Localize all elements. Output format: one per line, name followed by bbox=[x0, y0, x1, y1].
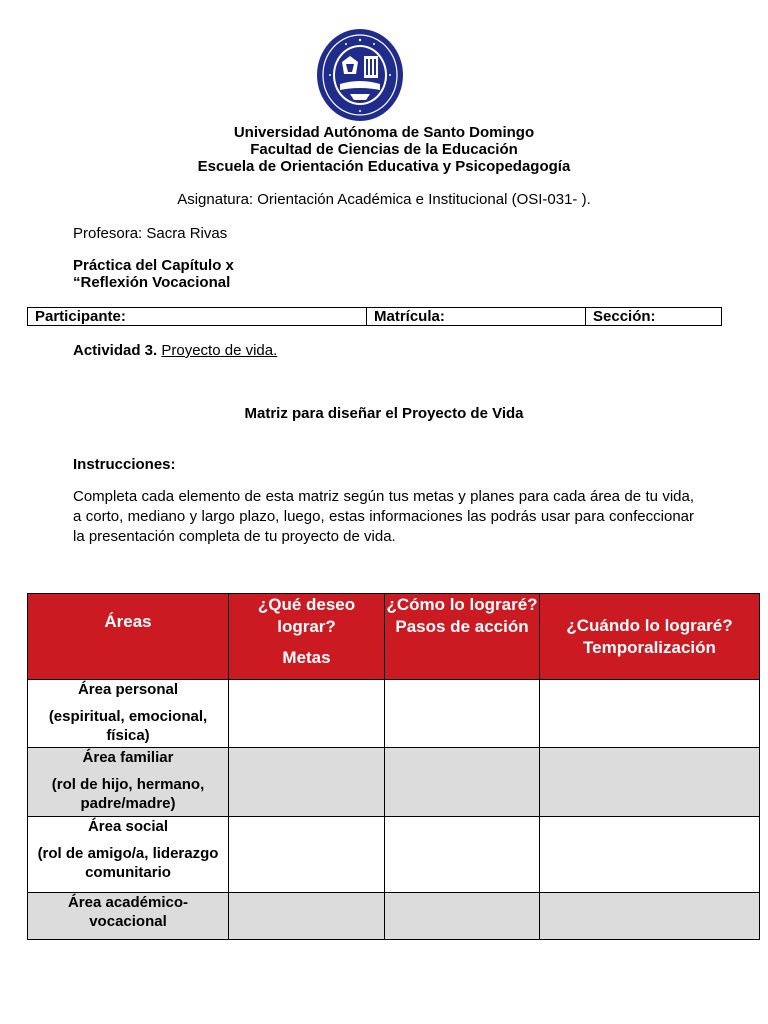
matrix-header-row bbox=[28, 594, 760, 680]
header-steps-label: Pasos de acción bbox=[395, 617, 529, 636]
area-detail: (espiritual, emocional, física) bbox=[48, 708, 208, 744]
practice-title: Práctica del Capítulo x bbox=[73, 257, 234, 274]
area-title: Área académico-vocacional bbox=[67, 894, 189, 930]
activity-label: Actividad 3. bbox=[73, 342, 158, 359]
timing-input-cell[interactable] bbox=[540, 680, 760, 748]
header-goals-label: Metas bbox=[282, 648, 331, 667]
steps-input-cell[interactable] bbox=[385, 748, 540, 817]
steps-input-cell[interactable] bbox=[385, 893, 540, 940]
header-areas: Áreas bbox=[28, 594, 229, 680]
university-name: Universidad Autónoma de Santo Domingo bbox=[233, 124, 535, 141]
practice-subtitle: “Reflexión Vocacional bbox=[73, 274, 231, 291]
subject-line: Asignatura: Orientación Académica e Institucional (OSI-031- ). bbox=[177, 191, 591, 208]
enrollment-field[interactable] bbox=[367, 308, 586, 325]
area-cell bbox=[28, 817, 229, 893]
instructions-heading: Instrucciones: bbox=[73, 456, 176, 473]
student-info-table bbox=[27, 307, 722, 326]
area-cell bbox=[28, 893, 229, 940]
professor-line: Profesora: Sacra Rivas bbox=[73, 225, 228, 242]
school-name: Escuela de Orientación Educativa y Psicopedagogía bbox=[197, 158, 571, 175]
matrix-row-personal bbox=[28, 680, 760, 748]
area-cell bbox=[28, 680, 229, 748]
section-field[interactable] bbox=[586, 308, 721, 325]
timing-input-cell[interactable] bbox=[540, 817, 760, 893]
matrix-row-social bbox=[28, 817, 760, 893]
matrix-title: Matriz para diseñar el Proyecto de Vida bbox=[244, 405, 524, 422]
area-detail: (rol de amigo/a, liderazgo comunitario bbox=[37, 845, 219, 881]
goals-input-cell[interactable] bbox=[229, 893, 385, 940]
section-label: Sección: bbox=[593, 308, 656, 325]
participant-label: Participante: bbox=[35, 308, 126, 325]
area-title: Área social bbox=[87, 818, 169, 835]
header-timing-question: ¿Cuándo lo lograré? bbox=[566, 615, 733, 635]
area-title: Área familiar bbox=[82, 749, 174, 766]
area-cell bbox=[28, 748, 229, 817]
steps-input-cell[interactable] bbox=[385, 680, 540, 748]
timing-input-cell[interactable] bbox=[540, 748, 760, 817]
matrix-row-family bbox=[28, 748, 760, 817]
activity-line bbox=[73, 342, 277, 359]
header-steps bbox=[385, 594, 540, 680]
life-project-matrix bbox=[27, 593, 760, 940]
activity-name: Proyecto de vida. bbox=[161, 342, 278, 359]
header-goals bbox=[229, 594, 385, 680]
steps-input-cell[interactable] bbox=[385, 817, 540, 893]
university-seal-logo bbox=[316, 28, 404, 122]
header-timing bbox=[540, 594, 760, 680]
faculty-name: Facultad de Ciencias de la Educación bbox=[250, 141, 518, 158]
area-detail: (rol de hijo, hermano, padre/madre) bbox=[51, 776, 205, 812]
header-timing-label: Temporalización bbox=[583, 637, 716, 657]
goals-input-cell[interactable] bbox=[229, 817, 385, 893]
header-goals-question: ¿Qué deseo lograr? bbox=[257, 595, 356, 636]
participant-field[interactable] bbox=[28, 308, 367, 325]
enrollment-label: Matrícula: bbox=[374, 308, 445, 325]
area-title: Área personal bbox=[77, 681, 179, 698]
header-steps-question: ¿Cómo lo lograré? bbox=[386, 595, 538, 614]
goals-input-cell[interactable] bbox=[229, 680, 385, 748]
goals-input-cell[interactable] bbox=[229, 748, 385, 817]
matrix-row-academic bbox=[28, 893, 760, 940]
timing-input-cell[interactable] bbox=[540, 893, 760, 940]
instructions-body: Completa cada elemento de esta matriz según tus metas y planes para cada área de tu vida, a corto, mediano y largo plazo, luego, estas informaciones las podrás usar para confeccionar la presentación completa de tu proyecto de vida. bbox=[73, 488, 694, 545]
